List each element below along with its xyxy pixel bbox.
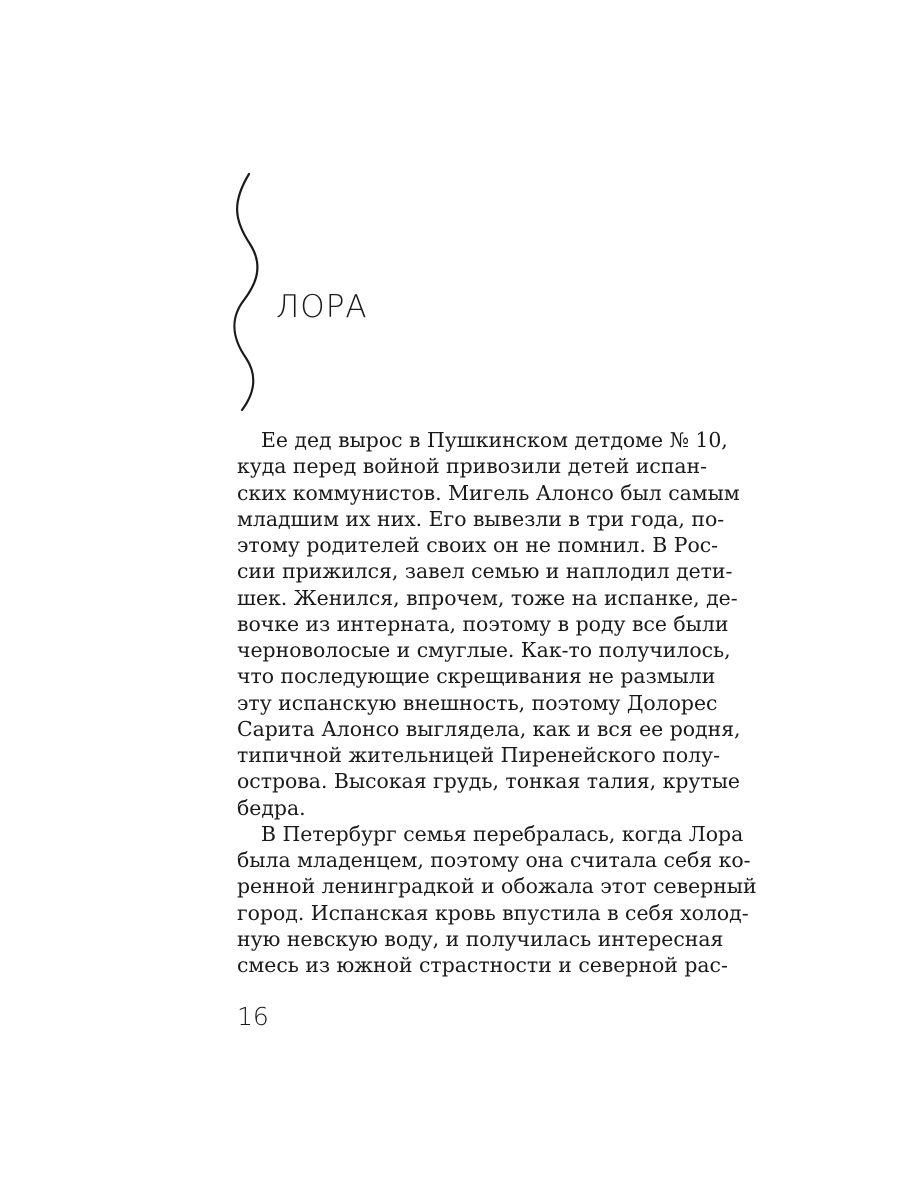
wavy-line-icon xyxy=(228,172,268,412)
text-line: эту испанскую внешность, поэтому Долорес xyxy=(237,690,718,715)
text-line: город. Испанская кровь впустила в себя холод- xyxy=(237,900,749,925)
text-line: вочке из интерната, поэтому в роду все были xyxy=(237,611,729,636)
text-line: этому родителей своих он не помнил. В Рос- xyxy=(237,533,719,557)
text-line: ских коммунистов. Мигель Алонсо был самым xyxy=(237,480,740,505)
text-line: черноволосые и смуглые. Как-то получилось, xyxy=(237,638,731,662)
text-line: была младенцем, поэтому она считала себя ко- xyxy=(237,848,751,872)
chapter-title: ЛОРА xyxy=(276,289,368,325)
text-line: острова. Высокая грудь, тонкая талия, крутые xyxy=(237,769,740,794)
text-line: младшим их них. Его вывезли в три года, по- xyxy=(237,506,725,531)
text-line: В Петербург семья перебралась, когда Лора xyxy=(261,821,744,846)
text-line: ную невскую воду, и получилась интересная xyxy=(237,926,724,951)
text-line: что последующие скрещивания не размыли xyxy=(237,664,716,689)
paragraph-2 xyxy=(237,821,757,979)
text-line: бедра. xyxy=(237,795,306,820)
text-line: Сарита Алонсо выглядела, как и вся ее родня, xyxy=(237,716,741,741)
text-line: Ее дед вырос в Пушкинском детдоме № 10, xyxy=(261,428,728,452)
page-number: 16 xyxy=(237,1002,269,1031)
text-line: ренной ленинградкой и обожала этот северный xyxy=(237,874,757,899)
body-text xyxy=(237,427,757,978)
text-line: сии прижился, завел семью и наплодил дети- xyxy=(237,559,733,584)
text-line: смесь из южной страстности и северной рас- xyxy=(237,953,728,977)
text-line: куда перед войной привозили детей испан- xyxy=(237,454,708,479)
text-line: шек. Женился, впрочем, тоже на испанке, де- xyxy=(237,585,738,610)
text-line: типичной жительницей Пиренейского полу- xyxy=(237,743,720,767)
paragraph-1 xyxy=(237,427,741,821)
